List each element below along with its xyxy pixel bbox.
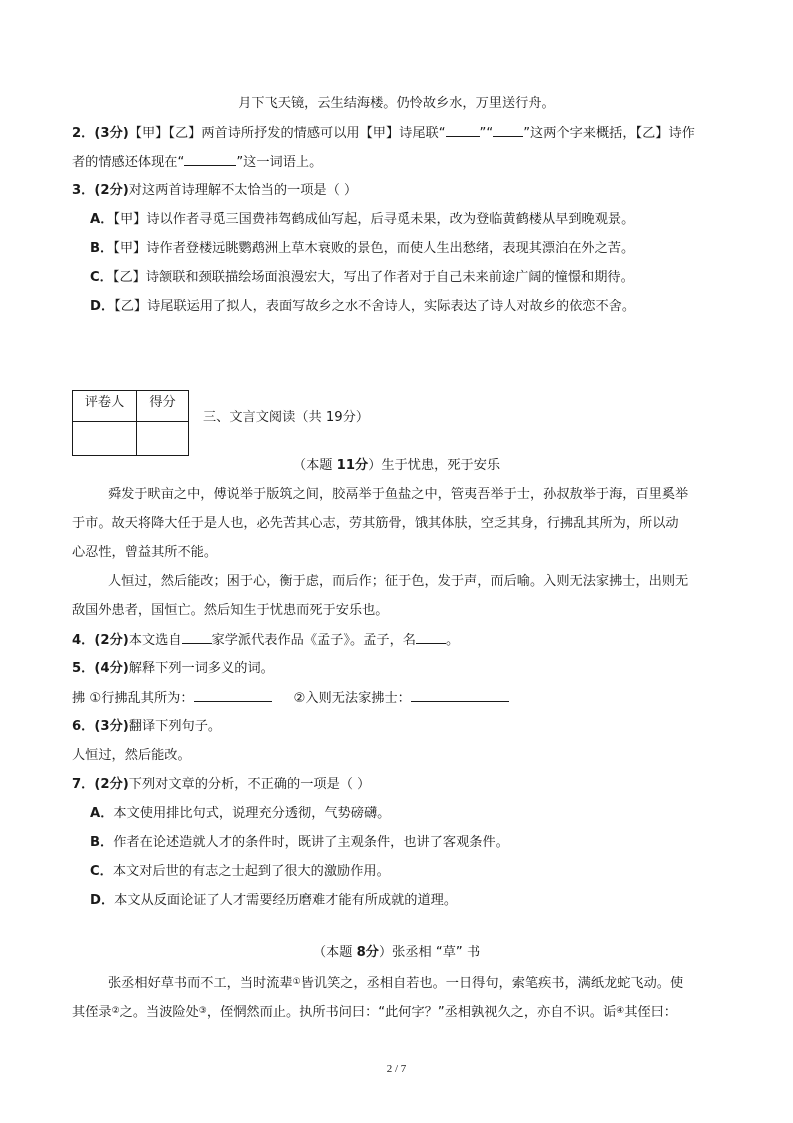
option-text: 【甲】诗作者登楼远眺鹦鹉洲上草木衰败的景色，而使人生出愁绪，表现其漂泊在外之苦。 — [113, 241, 635, 256]
heading-part: ）生于忧患，死于安乐 — [368, 458, 501, 473]
option-d[interactable] — [90, 298, 635, 316]
footnote-marker: ① — [292, 977, 301, 987]
heading-score: 11分 — [336, 458, 369, 473]
footnote-marker: ④ — [616, 1006, 625, 1016]
passage-line: 敌国外患者，国恒亡。然后知生于忧患而死于安乐也。 — [72, 603, 389, 618]
option-a[interactable] — [90, 805, 390, 823]
translate-sentence: 人恒过，然后能改。 — [72, 748, 191, 763]
question-2 — [72, 124, 695, 143]
question-5-items — [72, 689, 509, 708]
passage-line: 心忍性，曾益其所不能。 — [72, 545, 218, 560]
question-text: 本文选自 — [128, 633, 182, 648]
passage-line: 于市。故天将降大任于是人也，必先苦其心志，劳其筋骨，饿其体肤，空乏其身，行拂乱其所为，所以动 — [72, 516, 679, 531]
passage-heading — [0, 944, 793, 962]
option-text: 本文从反面论证了人才需要经历磨难才能有所成就的道理。 — [114, 893, 458, 908]
page-number: 2 / 7 — [386, 1063, 407, 1075]
section-title: 三、文言文阅读（共 19分） — [203, 410, 370, 425]
sub-item: ②入则无法家拂士： — [293, 691, 411, 706]
question-number: 6． — [72, 719, 95, 734]
option-text: 【甲】诗以作者寻觅三国费祎驾鹤成仙写起，后寻觅未果，改为登临黄鹤楼从早到晚观景。 — [113, 212, 635, 227]
option-text: 本文使用排比句式，说理充分透彻，气势磅礴。 — [113, 806, 391, 821]
question-3 — [72, 182, 357, 200]
option-label: B． — [90, 241, 114, 256]
footnote-marker: ③ — [198, 1006, 207, 1016]
passage-heading — [0, 457, 793, 475]
question-text: 。 — [445, 633, 460, 648]
option-text: 本文对后世的有志之士起到了很大的激励作用。 — [112, 864, 390, 879]
answer-blank[interactable] — [493, 124, 523, 137]
heading-part: ）张丞相 “草” 书 — [378, 945, 481, 960]
option-label: C． — [90, 270, 113, 285]
question-7 — [72, 776, 370, 794]
option-c[interactable] — [90, 863, 390, 881]
question-5 — [72, 660, 274, 678]
passage-line: 人恒过，然后能改；困于心，衡于虑，而后作；征于色，发于声，而后喻。入则无法家拂士，出则无 — [108, 574, 689, 589]
question-text: 解释下列一词多义的词。 — [128, 661, 274, 676]
sub-item: ①行拂乱其所为： — [89, 691, 194, 706]
passage-text: 皆讥笑之，丞相自若也。一日得句，索笔疾书，满纸龙蛇飞动。使 — [300, 976, 684, 991]
target-word: 拂 — [72, 691, 86, 706]
passage-line — [108, 973, 683, 993]
question-text: 下列对文章的分析，不正确的一项是（ ） — [128, 777, 371, 792]
answer-blank[interactable] — [184, 153, 236, 166]
question-text: 翻译下列句子。 — [128, 719, 222, 734]
question-2-line2 — [72, 153, 322, 172]
answer-blank[interactable] — [411, 689, 509, 702]
question-text: 【甲】【乙】两首诗所抒发的情感可以用【甲】诗尾联“ — [128, 126, 446, 141]
question-score: (4分) — [94, 661, 129, 676]
footnote-marker: ② — [111, 1006, 120, 1016]
question-text: ”“ — [479, 126, 494, 141]
score-table — [72, 390, 189, 456]
option-b[interactable] — [90, 834, 509, 852]
question-score: (3分) — [94, 719, 129, 734]
question-number: 7． — [72, 777, 95, 792]
passage-text: ，侄惘然而止。执所书问曰：“此何字？”丞相孰视久之，亦自不识。诟 — [206, 1005, 617, 1020]
question-number: 5． — [72, 661, 95, 676]
option-d[interactable] — [90, 892, 457, 910]
question-number: 3． — [72, 183, 95, 198]
passage-text: 其侄录 — [72, 1005, 112, 1020]
option-label: D． — [90, 299, 115, 314]
option-text: 作者在论述造就人才的条件时，既讲了主观条件，也讲了客观条件。 — [113, 835, 509, 850]
question-number: 4． — [72, 633, 95, 648]
question-number: 2． — [72, 126, 95, 141]
option-label: D． — [90, 893, 115, 908]
question-text: ”这一词语上。 — [236, 155, 323, 170]
question-text: ”这两个字来概括，【乙】诗作 — [523, 126, 695, 141]
question-score: (2分) — [94, 777, 129, 792]
question-6 — [72, 718, 221, 736]
passage-text: 之。当波险处 — [119, 1005, 199, 1020]
question-score: (2分) — [94, 633, 129, 648]
option-b[interactable] — [90, 240, 634, 258]
passage-text: 其侄曰： — [624, 1005, 677, 1020]
score-table-header-grader: 评卷人 — [73, 391, 137, 422]
option-c[interactable] — [90, 269, 634, 287]
score-table-cell-grader[interactable] — [73, 422, 137, 456]
answer-blank[interactable] — [182, 631, 212, 644]
question-4 — [72, 631, 459, 650]
question-text: 对这两首诗理解不太恰当的一项是（ ） — [128, 183, 358, 198]
option-label: A． — [90, 806, 114, 821]
question-text: 家学派代表作品《孟子》。孟子，名 — [211, 633, 416, 648]
passage-line: 舜发于畎亩之中，傅说举于版筑之间，胶鬲举于鱼盐之中，管夷吾举于士，孙叔敖举于海，百里奚举 — [108, 487, 689, 502]
option-label: C． — [90, 864, 113, 879]
option-text: 【乙】诗颔联和颈联描绘场面浪漫宏大，写出了作者对于自己未来前途广阔的憧憬和期待。 — [112, 270, 634, 285]
score-table-header-score: 得分 — [137, 391, 189, 422]
question-score: (2分) — [94, 183, 129, 198]
answer-blank[interactable] — [446, 124, 480, 137]
heading-part: （本题 — [312, 945, 357, 960]
score-table-cell-score[interactable] — [137, 422, 189, 456]
passage-line — [72, 1002, 677, 1022]
question-score: (3分) — [94, 126, 129, 141]
heading-score: 8分 — [356, 945, 379, 960]
heading-part: （本题 — [292, 458, 337, 473]
passage-text: 张丞相好草书而不工，当时流辈 — [108, 976, 293, 991]
option-label: B． — [90, 835, 114, 850]
option-label: A． — [90, 212, 114, 227]
question-text: 者的情感还体现在“ — [72, 155, 185, 170]
answer-blank[interactable] — [416, 631, 446, 644]
option-a[interactable] — [90, 211, 634, 229]
option-text: 【乙】诗尾联运用了拟人，表面写故乡之水不舍诗人，实际表达了诗人对故乡的依恋不舍。 — [114, 299, 636, 314]
poem-line: 月下飞天镜，云生结海楼。仍怜故乡水，万里送行舟。 — [238, 96, 555, 111]
answer-blank[interactable] — [194, 689, 272, 702]
